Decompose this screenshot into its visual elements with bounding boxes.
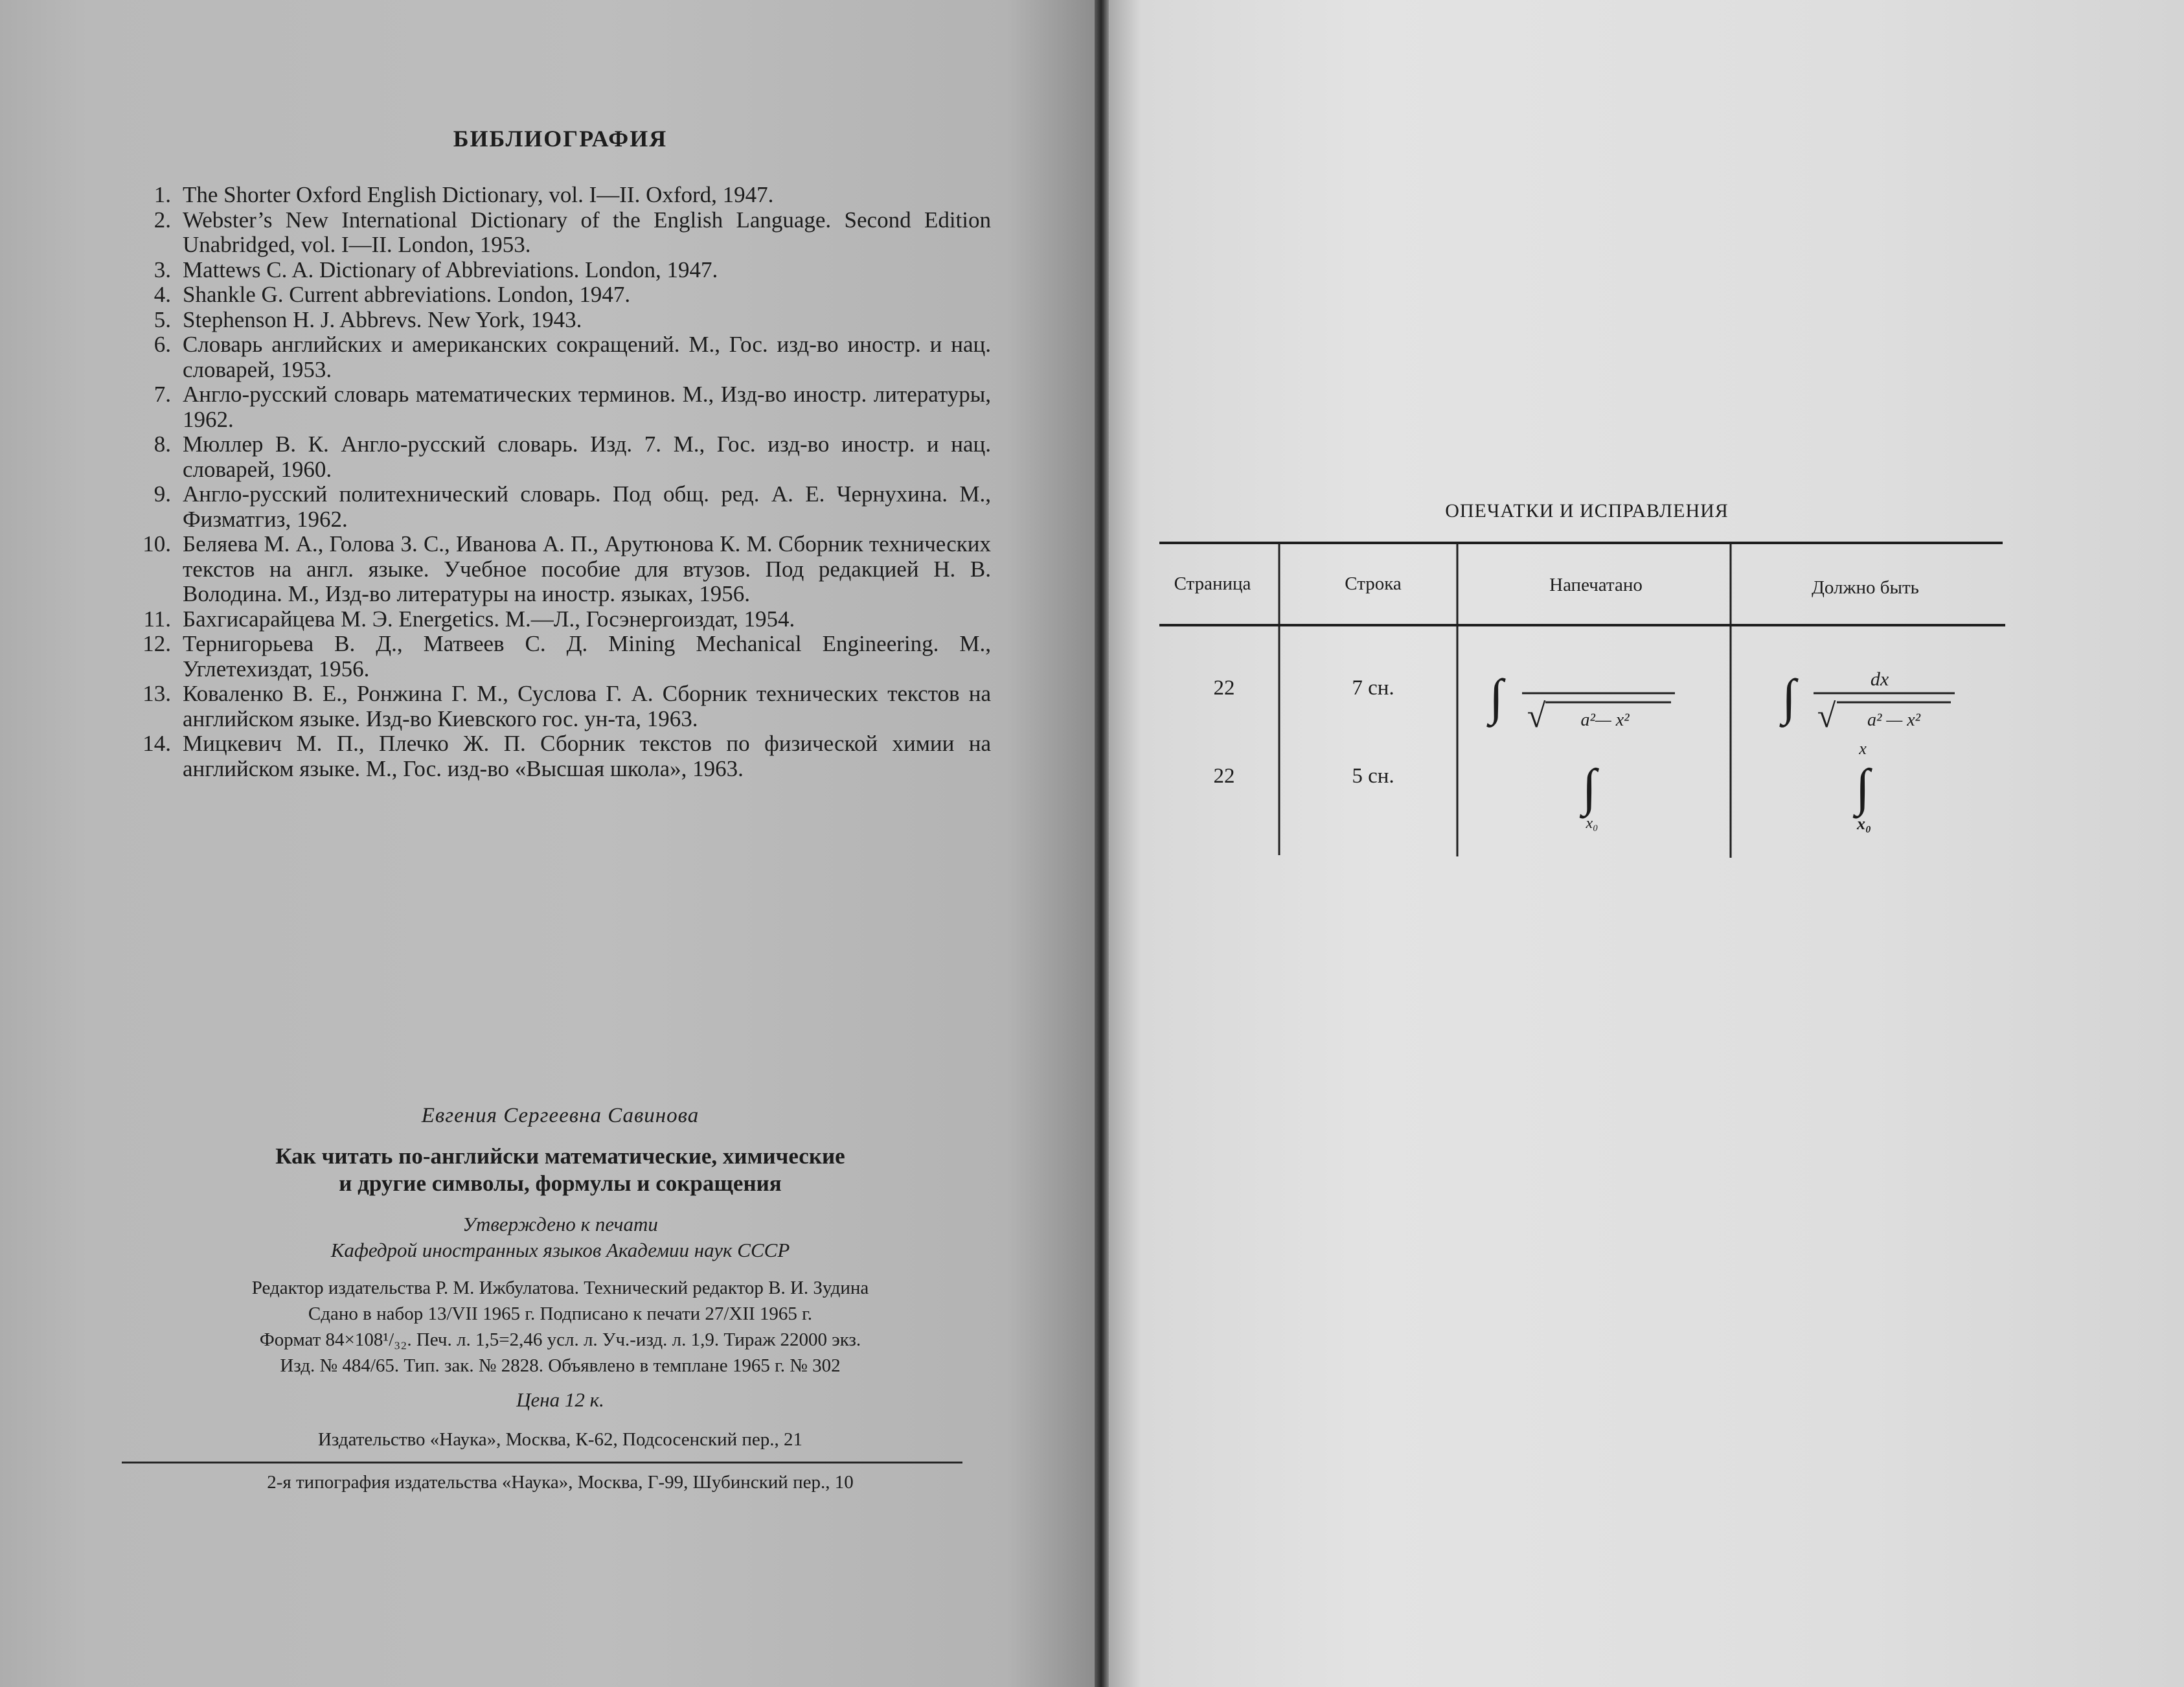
entry-number: 7. [154,382,171,407]
radical-sign: √ [1527,698,1546,735]
bibliography-entry [130,308,991,333]
bibliography-entry [130,382,991,432]
entry-number: 9. [154,481,171,507]
entry-number: 11. [143,606,171,632]
bibliography-entry [130,183,991,208]
entry-text: Webster’s New International Dictionary of the English Language. Second Edition Unabridged, vol. I—II. London, 1953. [183,207,991,257]
row-page-number: 22 [1213,676,1235,700]
entry-number: 12. [142,631,171,656]
book-title-line: и другие символы, формулы и сокращения [339,1171,782,1196]
entry-number: 6. [154,332,171,357]
integral-lower-limit: x₀ [1586,815,1598,832]
entry-number: 2. [154,207,171,233]
bibliography-entry [130,482,991,532]
numerator: dx [1870,669,1889,690]
radicand: a² — x² [1867,710,1921,730]
entry-text: Коваленко В. Е., Ронжина Г. М., Суслова Г. А. Сборник технических текстов на английском языке. Изд-во Киевского гос. ун-та, 1963. [183,681,991,731]
bibliography-entry [130,282,991,308]
book-spine [1095,0,1109,1687]
radicand: a²— x² [1580,710,1630,730]
bibliography-entry [130,682,991,731]
approval-note [84,1211,1036,1263]
integral-sign: ∫ [1782,669,1796,725]
entry-text: Беляева М. А., Голова З. С., Иванова А. П., Арутюнова К. М. Сборник технических текстов на англ. языке. Учебное пособие для втузов. Под редакцией Н. В. Володина. М., Изд-во литературы на иностр. языках, 1956. [183,531,991,606]
entry-text: Stephenson H. J. Abbrevs. New York, 1943. [183,306,582,332]
integral-sign: ∫ [1856,759,1870,816]
bibliography-entry [130,532,991,607]
bibliography-entry [130,258,991,283]
entry-text: Англо-русский словарь математических терминов. М., Изд-во иностр. литературы, 1962. [183,382,991,432]
radical-sign: √ [1817,698,1836,735]
book-title-line: Как читать по-английски математические, химические [275,1143,845,1169]
entry-number: 14. [142,731,171,756]
entry-text: Словарь английских и американских сокращений. М., Гос. изд-во иностр. и нац. словарей, 1953. [183,332,991,382]
colophon-line: Сдано в набор 13/VII 1965 г. Подписано к печати 27/XII 1965 г. [308,1303,813,1324]
entry-text: Мицкевич М. П., Плечко Ж. П. Сборник текстов по физической химии на английском языке. М., Гос. изд-во «Высшая школа», 1963. [183,731,991,781]
errata-table [1159,531,2021,868]
bibliography-title: БИБЛИОГРАФИЯ [453,126,668,152]
errata-title: ОПЕЧАТКИ И ИСПРАВЛЕНИЯ [1445,500,1729,522]
entry-text: The Shorter Oxford English Dictionary, vol. I—II. Oxford, 1947. [183,182,774,207]
book-title [84,1143,1036,1197]
approval-line: Утверждено к печати [462,1213,658,1235]
approval-line: Кафедрой иностранных языков Академии наук СССР [330,1239,790,1261]
colophon-line: Редактор издательства Р. М. Ижбулатова. Технический редактор В. И. Зудина [251,1278,869,1298]
colophon-line: Формат 84×108¹/₃₂. Печ. л. 1,5=2,46 усл. л. Уч.-изд. л. 1,9. Тираж 22000 экз. [259,1329,861,1350]
column-header-printed: Напечатано [1549,575,1643,595]
bibliography-entry [130,432,991,482]
column-header-correct: Должно быть [1812,577,1919,598]
author-name: Евгения Сергеевна Савинова [421,1104,700,1127]
entry-text: Shankle G. Current abbreviations. London, 1947. [183,282,631,307]
entry-text: Mattews C. A. Dictionary of Abbreviations. London, 1947. [183,257,718,282]
row-line-number: 7 сн. [1352,676,1394,700]
printer: 2-я типография издательства «Наука», Москва, Г-99, Шубинский пер., 10 [267,1472,854,1493]
bibliography-entry [130,208,991,258]
row-page-number: 22 [1213,764,1235,788]
entry-number: 8. [154,431,171,457]
divider [122,1462,962,1463]
integral-sign: ∫ [1582,759,1597,816]
entry-text: Англо-русский политехнический словарь. Под общ. ред. А. Е. Чернухина. М., Физматгиз, 1962. [183,481,991,532]
entry-text: Мюллер В. К. Англо-русский словарь. Изд. 7. М., Гос. изд-во иностр. и нац. словарей, 1960. [183,431,991,482]
row-line-number: 5 сн. [1352,764,1394,788]
bibliography-list [130,183,991,781]
column-header-page: Страница [1174,573,1251,594]
publisher: Издательство «Наука», Москва, К-62, Подсосенский пер., 21 [317,1429,803,1450]
price: Цена 12 к. [516,1388,604,1411]
bibliography-entry [130,332,991,382]
entry-number: 1. [154,182,171,207]
entry-number: 3. [154,257,171,282]
colophon [84,1275,1036,1379]
entry-number: 4. [154,282,171,307]
integral-lower-limit: x₀ [1856,814,1872,833]
bibliography-entry [130,731,991,781]
bibliography-entry [130,632,991,682]
bibliography-entry [130,607,991,632]
column-header-line: Строка [1345,573,1402,594]
integral-upper-limit: x [1859,739,1867,758]
entry-number: 10. [142,531,171,557]
integral-sign: ∫ [1489,669,1503,725]
colophon-line: Изд. № 484/65. Тип. зак. № 2828. Объявлено в темплане 1965 г. № 302 [280,1355,841,1376]
entry-text: Бахгисарайцева М. Э. Energetics. М.—Л., Госэнергоиздат, 1954. [183,606,795,632]
entry-number: 13. [142,681,171,706]
entry-number: 5. [154,306,171,332]
entry-text: Тернигорьева В. Д., Матвеев С. Д. Mining Mechanical Engineering. М., Углетехиздат, 1956. [183,631,991,682]
